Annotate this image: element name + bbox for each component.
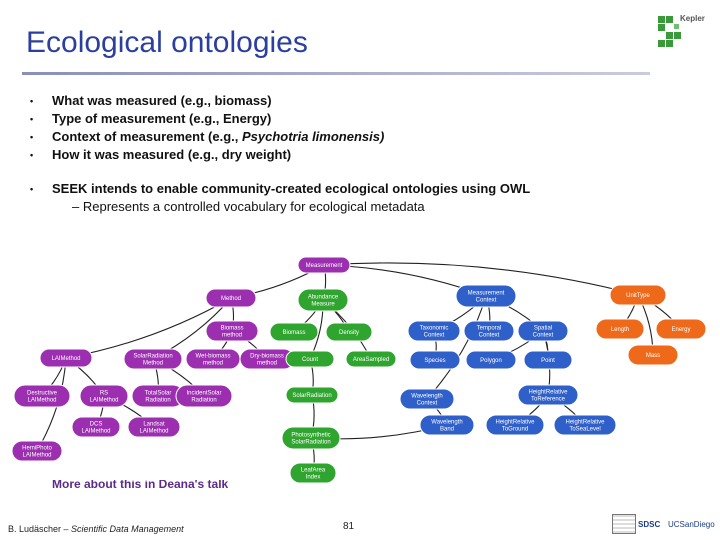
bullet-item-seek [30,180,710,198]
node-label: Spatial [533,325,553,332]
node-polygon [466,351,516,369]
node-label: Wavelength [431,419,463,426]
node-height-ground [486,415,544,435]
node-label: Measurement [467,290,505,297]
footer-course: Scientific Data Management [71,524,184,534]
node-label: IncidentSolar [186,390,222,397]
node-label: Wavelength [411,393,443,400]
node-label: UnitType [626,293,650,299]
node-length [596,319,644,339]
node-label: RS [99,390,109,397]
node-mass [628,345,678,365]
node-label: Energy [671,327,691,333]
footer-credit [8,524,184,534]
node-point [524,351,572,369]
sdsc-logo-right: UCSanDiego [668,520,715,529]
node-label: HemiPhoto [22,445,52,452]
node-wavelength-band [420,415,474,435]
node-label: Point [541,358,555,364]
node-count [286,351,334,367]
bullet-dot: • [30,150,34,160]
node-energy [656,319,706,339]
node-solarradiation [286,387,338,403]
node-label: TotalSolar [144,390,172,397]
node-dcs [72,417,120,437]
node-label: Context [478,332,500,339]
node-label: ToGround [501,426,529,433]
bullet-dot: • [30,96,34,106]
node-spatial [518,321,568,341]
node-label: ToReference [530,396,566,403]
bullet-item [30,92,710,110]
node-label: Taxonomic [419,325,449,332]
node-label: Destructive [26,390,58,397]
sdsc-logo [612,512,716,534]
sdsc-logo-icon [612,514,636,534]
kepler-logo-text: Kepler [680,14,705,23]
node-label: LeafArea [300,467,326,474]
slide-title: Ecological ontologies [26,26,308,59]
page-number: 81 [343,521,355,532]
node-label: LAIMethod [51,356,81,362]
node-label: SolarRadiation [133,353,173,360]
sdsc-logo-left: SDSC [638,520,661,529]
node-label: Abundance [307,294,339,301]
node-label: method [221,332,243,339]
node-incidentsolar [176,385,232,407]
node-label: Mass [645,353,661,359]
node-label: Method [220,296,242,302]
bullet-dot: • [30,114,34,124]
node-taxonomic [408,321,460,341]
bullet-item [30,128,710,146]
node-hemiphoto [12,441,62,461]
node-label: Count [301,357,319,363]
bullet-list [30,92,710,216]
node-label: SolarRadiation [292,393,332,399]
bullet-item [30,146,710,164]
node-abundance [298,289,348,311]
bullet-text-italic: Psychotria limonensis) [241,129,385,144]
bullet-text: SEEK intends to enable community-created ecological ontologies using OWL [52,181,531,196]
bullet-item [30,110,710,128]
node-density [326,323,372,341]
node-label: Dry-biomass [250,353,284,360]
node-label: Species [424,358,446,364]
node-label: Length [610,327,630,333]
node-height-ref [518,385,578,405]
node-destructive [14,385,70,407]
node-method [206,289,256,307]
node-biomass-method [206,321,258,341]
node-label: Wet-biomass [195,353,231,360]
node-wavelength-ctx [400,389,454,409]
node-label: DCS [89,421,103,428]
sub-bullet-text: – Represents a controlled vocabulary for ecological metadata [72,199,425,214]
diagram-nodes [12,257,706,483]
bullet-text: How it was measured (e.g., dry weight) [52,147,292,162]
node-label: Biomass [282,330,306,336]
node-unittype [610,285,666,305]
node-label: HeightRelative [495,419,535,426]
node-wetbiomass [186,349,240,369]
node-label: Context [475,297,497,304]
node-label: LAIMethod [81,428,111,435]
node-temporal [464,321,514,341]
node-mcontext [456,285,516,307]
node-laimethod [40,349,92,367]
node-height-sea [554,415,616,435]
node-solarrad-method [124,349,182,369]
node-label: Biomass [220,325,244,332]
node-label: method [256,360,278,367]
node-photosynthetic [282,427,340,449]
node-species [410,351,460,369]
node-label: Measure [311,301,335,308]
node-leafarea [290,463,336,483]
node-label: LAIMethod [27,397,57,404]
node-label: HeightRelative [528,389,568,396]
node-label: Context [532,332,554,339]
node-label: HeightRelative [565,419,605,426]
node-label: method [202,360,224,367]
node-label: Band [439,426,455,433]
node-label: Measurement [305,263,343,269]
footer-author: B. Ludäscher – [8,524,72,534]
node-label: Method [142,360,164,367]
node-label: LAIMethod [89,397,119,404]
bullet-text: Type of measurement (e.g., Energy) [52,111,272,126]
node-label: AreaSampled [352,357,390,363]
node-label: ToSeaLevel [569,426,601,433]
node-label: Density [338,330,360,336]
node-measurement [298,257,350,273]
node-label: Radiation [191,397,217,404]
node-label: Radiation [145,397,171,404]
bullet-dot: • [30,132,34,142]
bullet-dot: • [30,184,34,194]
node-rs [80,385,128,407]
node-label: Photosynthetic [291,432,331,439]
node-label: SolarRadiation [291,439,331,446]
node-label: LAIMethod [22,452,52,459]
node-label: LAIMethod [139,428,169,435]
ontology-diagram [0,245,720,495]
node-area [346,351,396,367]
node-label: Context [416,400,438,407]
node-label: Index [305,474,321,481]
node-landsat [128,417,180,437]
node-label: Polygon [480,358,502,364]
node-label: Temporal [476,325,502,332]
node-biomass [270,323,318,341]
obscured-caption: More about this in Deana's talk [52,480,229,490]
node-label: Context [423,332,445,339]
node-label: Landsat [143,421,165,428]
bullet-text: What was measured (e.g., biomass) [52,93,272,108]
title-divider [22,72,650,75]
bullet-text-prefix: Context of measurement (e.g., [52,129,242,144]
